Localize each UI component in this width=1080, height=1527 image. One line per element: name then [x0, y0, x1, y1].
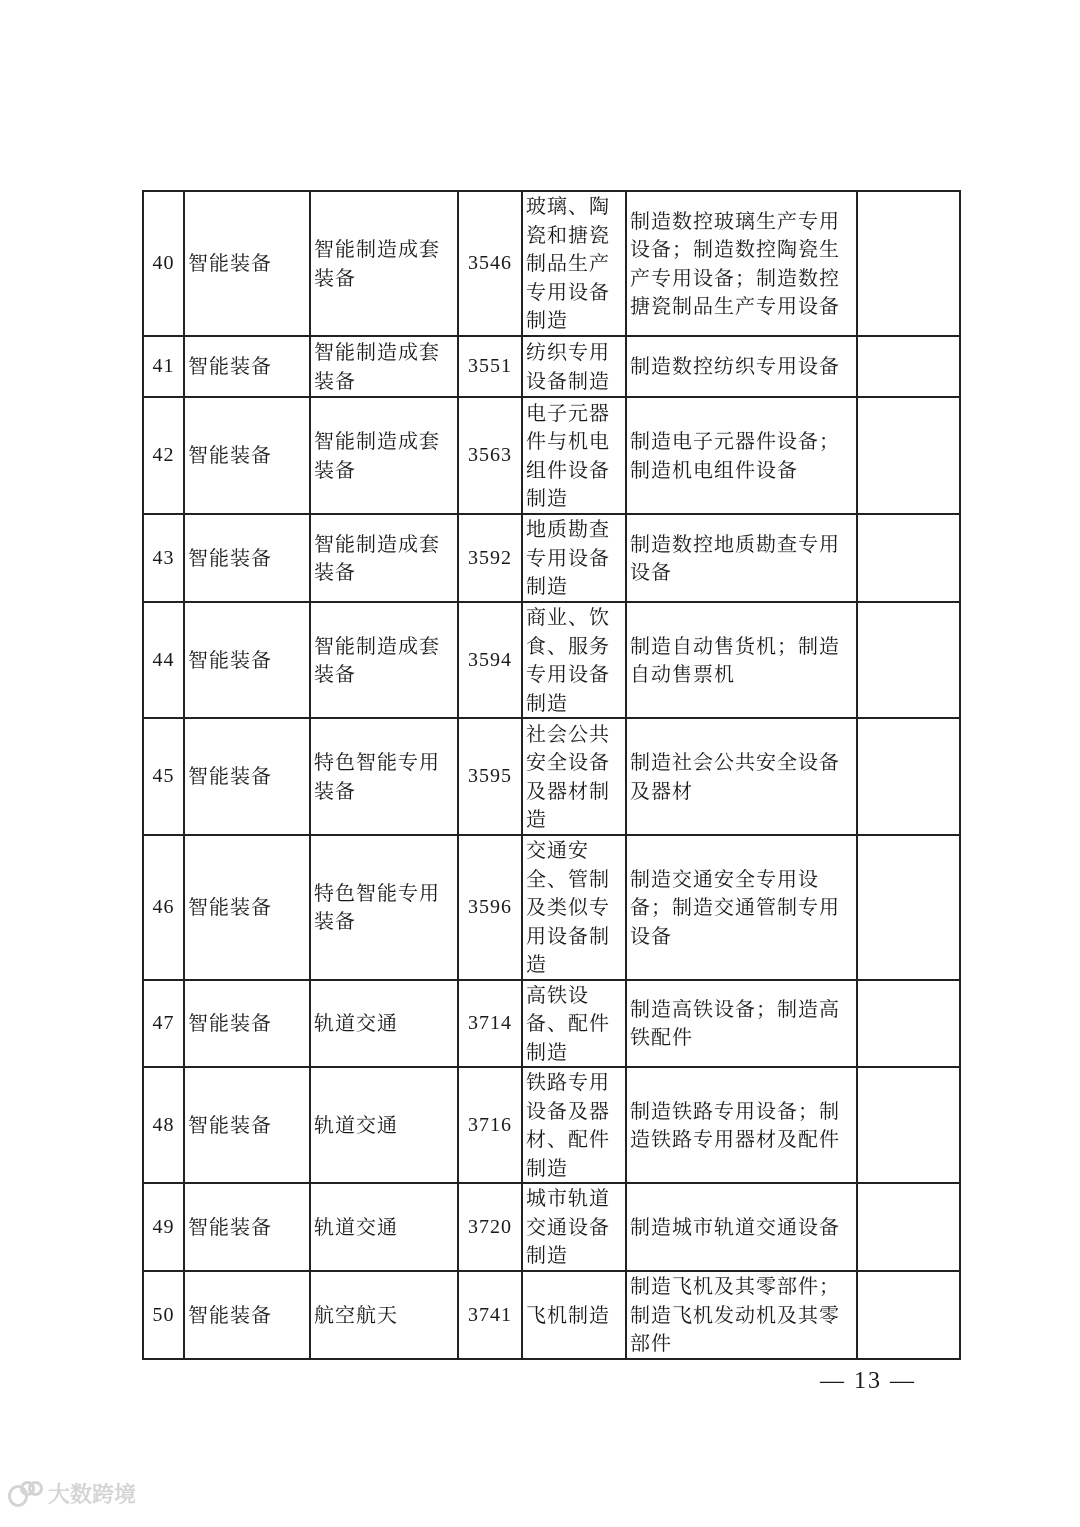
cell-no: 48: [143, 1067, 184, 1183]
cell-content: 制造城市轨道交通设备: [626, 1183, 857, 1271]
cell-code: 3714: [458, 980, 522, 1068]
cell-no: 42: [143, 397, 184, 514]
cell-field: 智能制造成套装备: [310, 336, 458, 397]
cell-category: 智能装备: [184, 718, 310, 835]
cell-industry: 交通安全、管制及类似专用设备制造: [522, 835, 626, 980]
cell-field: 轨道交通: [310, 1067, 458, 1183]
cell-note: [857, 835, 960, 980]
cell-code: 3720: [458, 1183, 522, 1271]
cell-industry: 铁路专用设备及器材、配件制造: [522, 1067, 626, 1183]
cell-field: 轨道交通: [310, 1183, 458, 1271]
cell-field: 智能制造成套装备: [310, 191, 458, 336]
table-row: [143, 835, 960, 980]
cell-industry: 纺织专用设备制造: [522, 336, 626, 397]
cell-no: 49: [143, 1183, 184, 1271]
cell-field: 智能制造成套装备: [310, 514, 458, 602]
cell-code: 3563: [458, 397, 522, 514]
cell-field: 航空航天: [310, 1271, 458, 1359]
cell-code: 3741: [458, 1271, 522, 1359]
cell-content: 制造数控纺织专用设备: [626, 336, 857, 397]
cell-content: 制造铁路专用设备；制造铁路专用器材及配件: [626, 1067, 857, 1183]
cell-industry: 飞机制造: [522, 1271, 626, 1359]
table-row: [143, 336, 960, 397]
cell-note: [857, 1067, 960, 1183]
cell-category: 智能装备: [184, 397, 310, 514]
cell-category: 智能装备: [184, 1183, 310, 1271]
cell-no: 40: [143, 191, 184, 336]
cell-code: 3551: [458, 336, 522, 397]
table-row: [143, 514, 960, 602]
cell-note: [857, 1183, 960, 1271]
cell-content: 制造社会公共安全设备及器材: [626, 718, 857, 835]
table-row: [143, 397, 960, 514]
cell-code: 3595: [458, 718, 522, 835]
cell-note: [857, 602, 960, 718]
industry-table: [142, 190, 961, 1360]
cell-code: 3546: [458, 191, 522, 336]
table-row: [143, 718, 960, 835]
cell-no: 41: [143, 336, 184, 397]
cell-code: 3596: [458, 835, 522, 980]
cell-industry: 电子元器件与机电组件设备制造: [522, 397, 626, 514]
cell-field: 特色智能专用装备: [310, 835, 458, 980]
cell-industry: 地质勘查专用设备制造: [522, 514, 626, 602]
cell-no: 43: [143, 514, 184, 602]
watermark: [8, 1478, 136, 1509]
cell-content: 制造数控玻璃生产专用设备；制造数控陶瓷生产专用设备；制造数控搪瓷制品生产专用设备: [626, 191, 857, 336]
cell-field: 特色智能专用装备: [310, 718, 458, 835]
table-row: [143, 1067, 960, 1183]
table-row: [143, 602, 960, 718]
cell-no: 47: [143, 980, 184, 1068]
cell-no: 46: [143, 835, 184, 980]
cell-industry: 社会公共安全设备及器材制造: [522, 718, 626, 835]
cell-note: [857, 514, 960, 602]
cell-note: [857, 718, 960, 835]
cell-content: 制造数控地质勘查专用设备: [626, 514, 857, 602]
cell-category: 智能装备: [184, 1271, 310, 1359]
cell-content: 制造电子元器件设备；制造机电组件设备: [626, 397, 857, 514]
cell-category: 智能装备: [184, 1067, 310, 1183]
cell-note: [857, 397, 960, 514]
cell-content: 制造高铁设备；制造高铁配件: [626, 980, 857, 1068]
watermark-logo-icon: [8, 1481, 42, 1507]
cell-category: 智能装备: [184, 835, 310, 980]
cell-code: 3592: [458, 514, 522, 602]
cell-industry: 玻璃、陶瓷和搪瓷制品生产专用设备制造: [522, 191, 626, 336]
cell-content: 制造自动售货机；制造自动售票机: [626, 602, 857, 718]
cell-no: 44: [143, 602, 184, 718]
cell-field: 智能制造成套装备: [310, 602, 458, 718]
cell-note: [857, 336, 960, 397]
cell-field: 智能制造成套装备: [310, 397, 458, 514]
page-number: — 13 —: [820, 1368, 916, 1394]
cell-content: 制造飞机及其零部件；制造飞机发动机及其零部件: [626, 1271, 857, 1359]
cell-code: 3594: [458, 602, 522, 718]
cell-category: 智能装备: [184, 336, 310, 397]
watermark-text: 大数跨境: [48, 1483, 137, 1508]
cell-code: 3716: [458, 1067, 522, 1183]
cell-category: 智能装备: [184, 602, 310, 718]
cell-note: [857, 1271, 960, 1359]
cell-category: 智能装备: [184, 514, 310, 602]
cell-industry: 高铁设备、配件制造: [522, 980, 626, 1068]
table-row: [143, 191, 960, 336]
cell-no: 45: [143, 718, 184, 835]
cell-industry: 城市轨道交通设备制造: [522, 1183, 626, 1271]
cell-field: 轨道交通: [310, 980, 458, 1068]
table-row: [143, 1183, 960, 1271]
cell-no: 50: [143, 1271, 184, 1359]
cell-note: [857, 191, 960, 336]
cell-category: 智能装备: [184, 191, 310, 336]
cell-content: 制造交通安全专用设备；制造交通管制专用设备: [626, 835, 857, 980]
cell-note: [857, 980, 960, 1068]
table-row: [143, 980, 960, 1068]
cell-category: 智能装备: [184, 980, 310, 1068]
table-body: [143, 191, 960, 1359]
cell-industry: 商业、饮食、服务专用设备制造: [522, 602, 626, 718]
table-row: [143, 1271, 960, 1359]
